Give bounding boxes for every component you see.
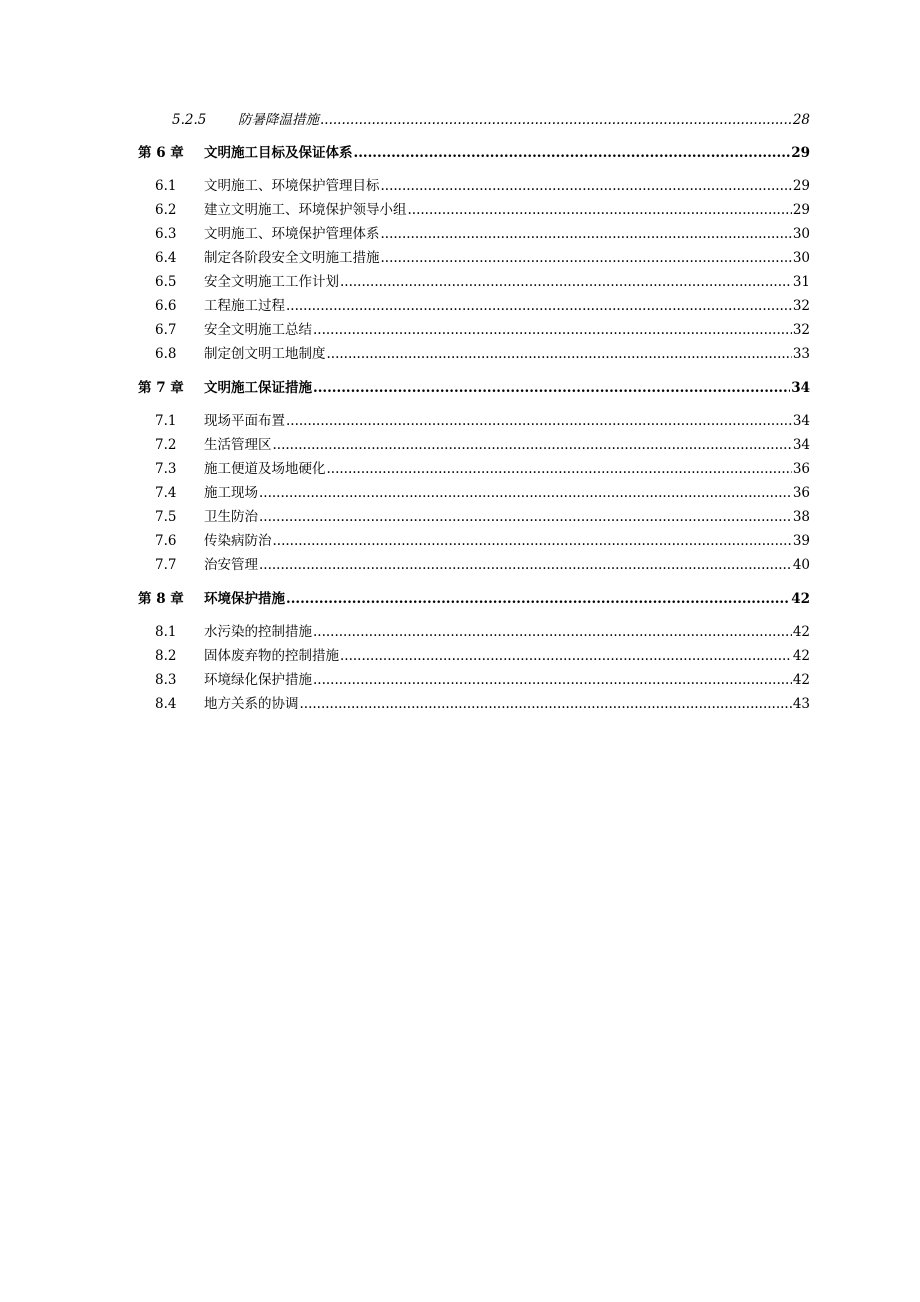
toc-entry[interactable] xyxy=(0,646,920,666)
toc-entry[interactable] xyxy=(0,622,920,642)
toc-leader-dots xyxy=(273,531,792,551)
toc-entry-title: 安全文明施工工作计划 xyxy=(204,274,339,290)
toc-entry-page: 42 xyxy=(792,624,810,640)
toc-entry-title: 施工现场 xyxy=(204,485,258,501)
toc-leader-dots xyxy=(259,507,792,527)
toc-entry[interactable] xyxy=(0,507,920,527)
toc-leader-dots xyxy=(313,378,790,398)
toc-entry-number: 6.2 xyxy=(155,202,177,218)
toc-entry-page: 33 xyxy=(792,346,810,362)
toc-entry[interactable] xyxy=(0,110,920,130)
toc-entry-page: 29 xyxy=(791,145,810,161)
toc-entry-title: 防暑降温措施 xyxy=(238,112,319,128)
toc-entry-number: 7.5 xyxy=(155,509,177,525)
toc-entry-number: 7.2 xyxy=(155,437,177,453)
toc-entry-title: 生活管理区 xyxy=(204,437,272,453)
toc-leader-dots xyxy=(408,200,792,220)
toc-entry-title: 文明施工、环境保护管理体系 xyxy=(204,226,380,242)
toc-chapter-entry[interactable] xyxy=(0,378,920,398)
toc-entry-page: 30 xyxy=(792,226,810,242)
toc-chapter-entry[interactable] xyxy=(0,143,920,163)
toc-entry-title: 环境绿化保护措施 xyxy=(204,672,312,688)
toc-entry-number: 7.3 xyxy=(155,461,177,477)
toc-entry-number: 7.4 xyxy=(155,485,177,501)
toc-entry-title: 文明施工、环境保护管理目标 xyxy=(204,178,380,194)
toc-entry[interactable] xyxy=(0,435,920,455)
toc-entry-page: 42 xyxy=(792,672,810,688)
toc-leader-dots xyxy=(259,483,792,503)
toc-leader-dots xyxy=(286,411,792,431)
toc-entry-number: 6.3 xyxy=(155,226,177,242)
toc-chapter-entry[interactable] xyxy=(0,589,920,609)
toc-entry-page: 34 xyxy=(792,437,810,453)
toc-entry-number: 7.6 xyxy=(155,533,177,549)
toc-entry-number: 7.1 xyxy=(155,413,177,429)
toc-entry[interactable] xyxy=(0,248,920,268)
toc-leader-dots xyxy=(286,296,792,316)
toc-entry[interactable] xyxy=(0,483,920,503)
toc-entry-number: 6.6 xyxy=(155,298,177,314)
toc-leader-dots xyxy=(327,344,792,364)
toc-entry-number: 6.4 xyxy=(155,250,177,266)
toc-entry-page: 32 xyxy=(792,298,810,314)
toc-entry-number: 第 7 章 xyxy=(138,380,184,396)
toc-leader-dots xyxy=(381,248,792,268)
toc-entry-title: 卫生防治 xyxy=(204,509,258,525)
toc-entry-title: 传染病防治 xyxy=(204,533,272,549)
toc-entry-title: 制定创文明工地制度 xyxy=(204,346,326,362)
toc-entry[interactable] xyxy=(0,320,920,340)
toc-entry-page: 42 xyxy=(791,591,810,607)
toc-entry[interactable] xyxy=(0,176,920,196)
toc-entry-title: 施工便道及场地硬化 xyxy=(204,461,326,477)
toc-entry-page: 40 xyxy=(792,557,810,573)
toc-entry-page: 39 xyxy=(792,533,810,549)
toc-entry-title: 环境保护措施 xyxy=(204,591,285,607)
toc-entry-page: 38 xyxy=(792,509,810,525)
toc-entry-number: 5.2.5 xyxy=(172,112,207,128)
toc-entry-title: 固体废弃物的控制措施 xyxy=(204,648,339,664)
toc-entry[interactable] xyxy=(0,224,920,244)
toc-entry-number: 6.1 xyxy=(155,178,177,194)
toc-entry-number: 6.7 xyxy=(155,322,177,338)
toc-leader-dots xyxy=(313,670,792,690)
toc-entry-page: 29 xyxy=(792,202,810,218)
toc-entry-title: 文明施工保证措施 xyxy=(204,380,312,396)
toc-entry-number: 第 8 章 xyxy=(138,591,184,607)
toc-entry-page: 30 xyxy=(792,250,810,266)
toc-entry-title: 安全文明施工总结 xyxy=(204,322,312,338)
toc-entry-number: 8.4 xyxy=(155,696,177,712)
toc-entry[interactable] xyxy=(0,411,920,431)
toc-entry-page: 36 xyxy=(792,485,810,501)
toc-entry-page: 31 xyxy=(792,274,810,290)
toc-entry-page: 34 xyxy=(791,380,810,396)
toc-entry-title: 地方关系的协调 xyxy=(204,696,299,712)
toc-leader-dots xyxy=(381,176,792,196)
toc-leader-dots xyxy=(313,320,792,340)
toc-entry-title: 制定各阶段安全文明施工措施 xyxy=(204,250,380,266)
toc-entry-page: 43 xyxy=(792,696,810,712)
toc-leader-dots xyxy=(259,555,792,575)
toc-leader-dots xyxy=(354,143,791,163)
toc-entry-number: 7.7 xyxy=(155,557,177,573)
toc-leader-dots xyxy=(273,435,792,455)
toc-entry-title: 治安管理 xyxy=(204,557,258,573)
toc-entry-title: 现场平面布置 xyxy=(204,413,285,429)
toc-entry[interactable] xyxy=(0,459,920,479)
toc-entry-number: 第 6 章 xyxy=(138,145,184,161)
toc-leader-dots xyxy=(313,622,792,642)
toc-entry-page: 34 xyxy=(792,413,810,429)
toc-leader-dots xyxy=(340,272,792,292)
toc-entry-number: 8.2 xyxy=(155,648,177,664)
toc-entry[interactable] xyxy=(0,555,920,575)
toc-entry[interactable] xyxy=(0,670,920,690)
toc-entry-page: 36 xyxy=(792,461,810,477)
toc-entry-title: 文明施工目标及保证体系 xyxy=(204,145,353,161)
toc-entry[interactable] xyxy=(0,296,920,316)
toc-entry[interactable] xyxy=(0,200,920,220)
toc-entry[interactable] xyxy=(0,694,920,714)
toc-leader-dots xyxy=(320,110,792,130)
toc-entry-number: 6.8 xyxy=(155,346,177,362)
toc-entry-number: 6.5 xyxy=(155,274,177,290)
toc-entry-title: 水污染的控制措施 xyxy=(204,624,312,640)
toc-leader-dots xyxy=(327,459,792,479)
toc-leader-dots xyxy=(300,694,792,714)
toc-entry-page: 29 xyxy=(792,178,810,194)
toc-entry-page: 42 xyxy=(792,648,810,664)
toc-entry[interactable] xyxy=(0,272,920,292)
toc-entry-number: 8.3 xyxy=(155,672,177,688)
toc-entry-page: 28 xyxy=(792,112,810,128)
toc-leader-dots xyxy=(381,224,792,244)
toc-entry-title: 工程施工过程 xyxy=(204,298,285,314)
toc-entry-title: 建立文明施工、环境保护领导小组 xyxy=(204,202,407,218)
toc-entry-page: 32 xyxy=(792,322,810,338)
toc-entry[interactable] xyxy=(0,344,920,364)
toc-entry-number: 8.1 xyxy=(155,624,177,640)
toc-entry[interactable] xyxy=(0,531,920,551)
toc-leader-dots xyxy=(340,646,792,666)
toc-leader-dots xyxy=(286,589,790,609)
